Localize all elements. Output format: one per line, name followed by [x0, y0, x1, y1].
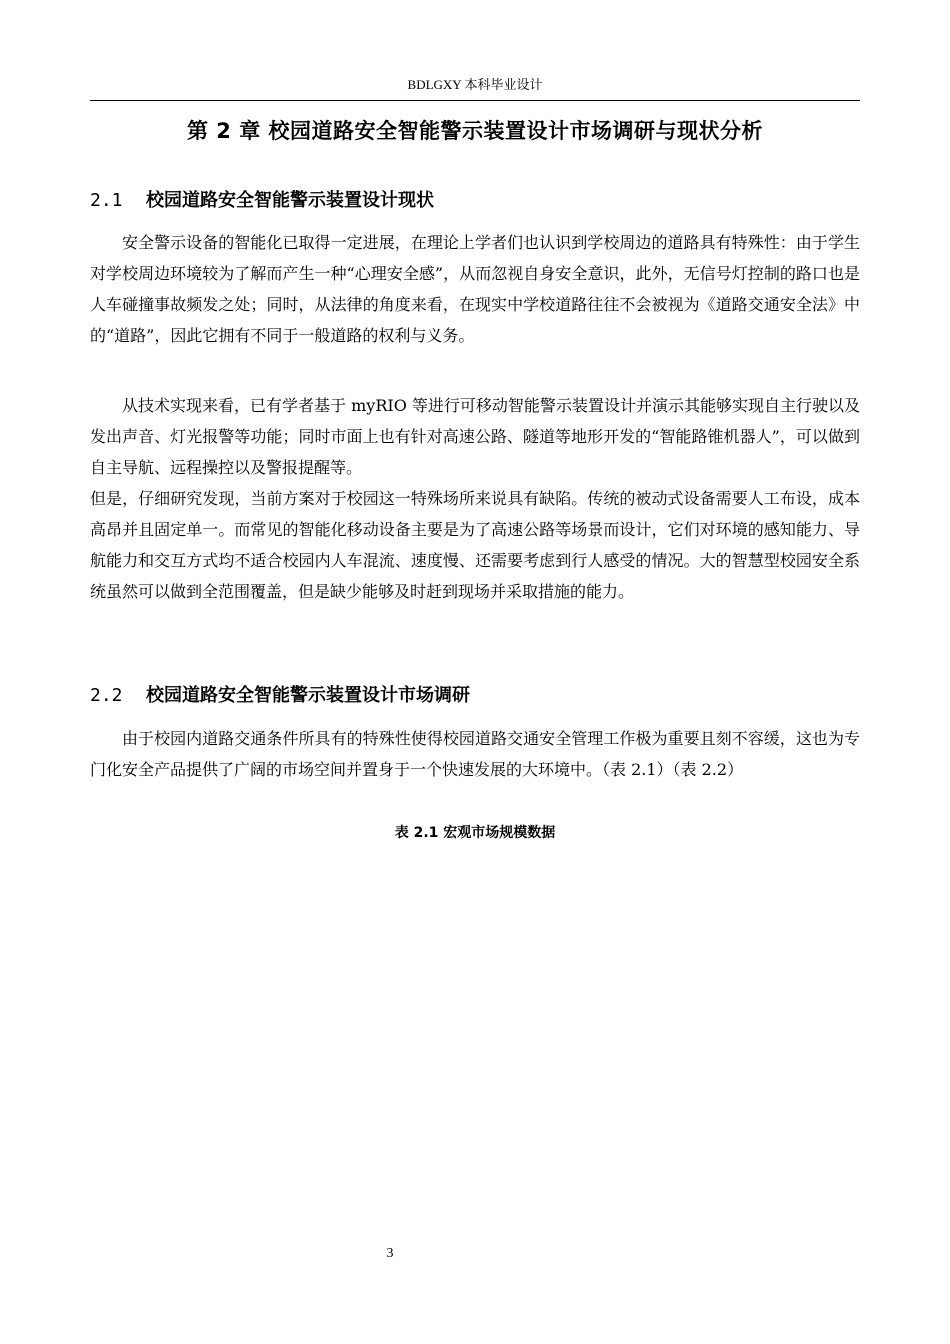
- header-rule: [90, 100, 860, 101]
- chapter-title: 第 2 章 校园道路安全智能警示装置设计市场调研与现状分析: [186, 119, 764, 143]
- section-heading-2-2: [90, 682, 860, 710]
- section-number: 2.1: [90, 190, 123, 211]
- table-caption: 表 2.1 宏观市场规模数据: [394, 825, 556, 841]
- page-number: 3: [386, 1246, 394, 1261]
- paragraph: 安全警示设备的智能化已取得一定进展，在理论上学者们也认识到学校周边的道路具有特殊性：由于学生对学校周边环境较为了解而产生一种“心理安全感”，从而忽视自身安全意识，此外，无信号灯控制的路口也是人车碰撞事故频发之处；同时，从法律的角度来看，在现实中学校道路往往不会被视为《道路交通安全法》中的“道路”，因此它拥有不同于一般道路的权利与义务。: [90, 233, 860, 345]
- section-title: 校园道路安全智能警示装置设计现状: [146, 190, 434, 211]
- paragraph: 从技术实现来看，已有学者基于 myRIO 等进行可移动智能警示装置设计并演示其能够实现自主行驶以及发出声音、灯光报警等功能；同时市面上也有针对高速公路、隧道等地形开发的“智能路锥机器人”，可以做到自主导航、远程操控以及警报提醒等。: [90, 396, 860, 477]
- section-heading-2-1: [90, 187, 860, 215]
- paragraph: 由于校园内道路交通条件所具有的特殊性使得校园道路交通安全管理工作极为重要且刻不容缓，这也为专门化安全产品提供了广阔的市场空间并置身于一个快速发展的大环境中。（表 2.1）（表 2.2）: [90, 729, 860, 779]
- section-title: 校园道路安全智能警示装置设计市场调研: [146, 685, 470, 706]
- page-header: BDLGXY 本科毕业设计: [407, 77, 543, 92]
- paragraph: 但是，仔细研究发现，当前方案对于校园这一特殊场所来说具有缺陷。传统的被动式设备需要人工布设，成本高昂并且固定单一。而常见的智能化移动设备主要是为了高速公路等场景而设计，它们对环境的感知能力、导航能力和交互方式均不适合校园内人车混流、速度慢、还需要考虑到行人感受的情况。大的智慧型校园安全系统虽然可以做到全范围覆盖，但是缺少能够及时赶到现场并采取措施的能力。: [90, 489, 860, 601]
- section-number: 2.2: [90, 685, 123, 706]
